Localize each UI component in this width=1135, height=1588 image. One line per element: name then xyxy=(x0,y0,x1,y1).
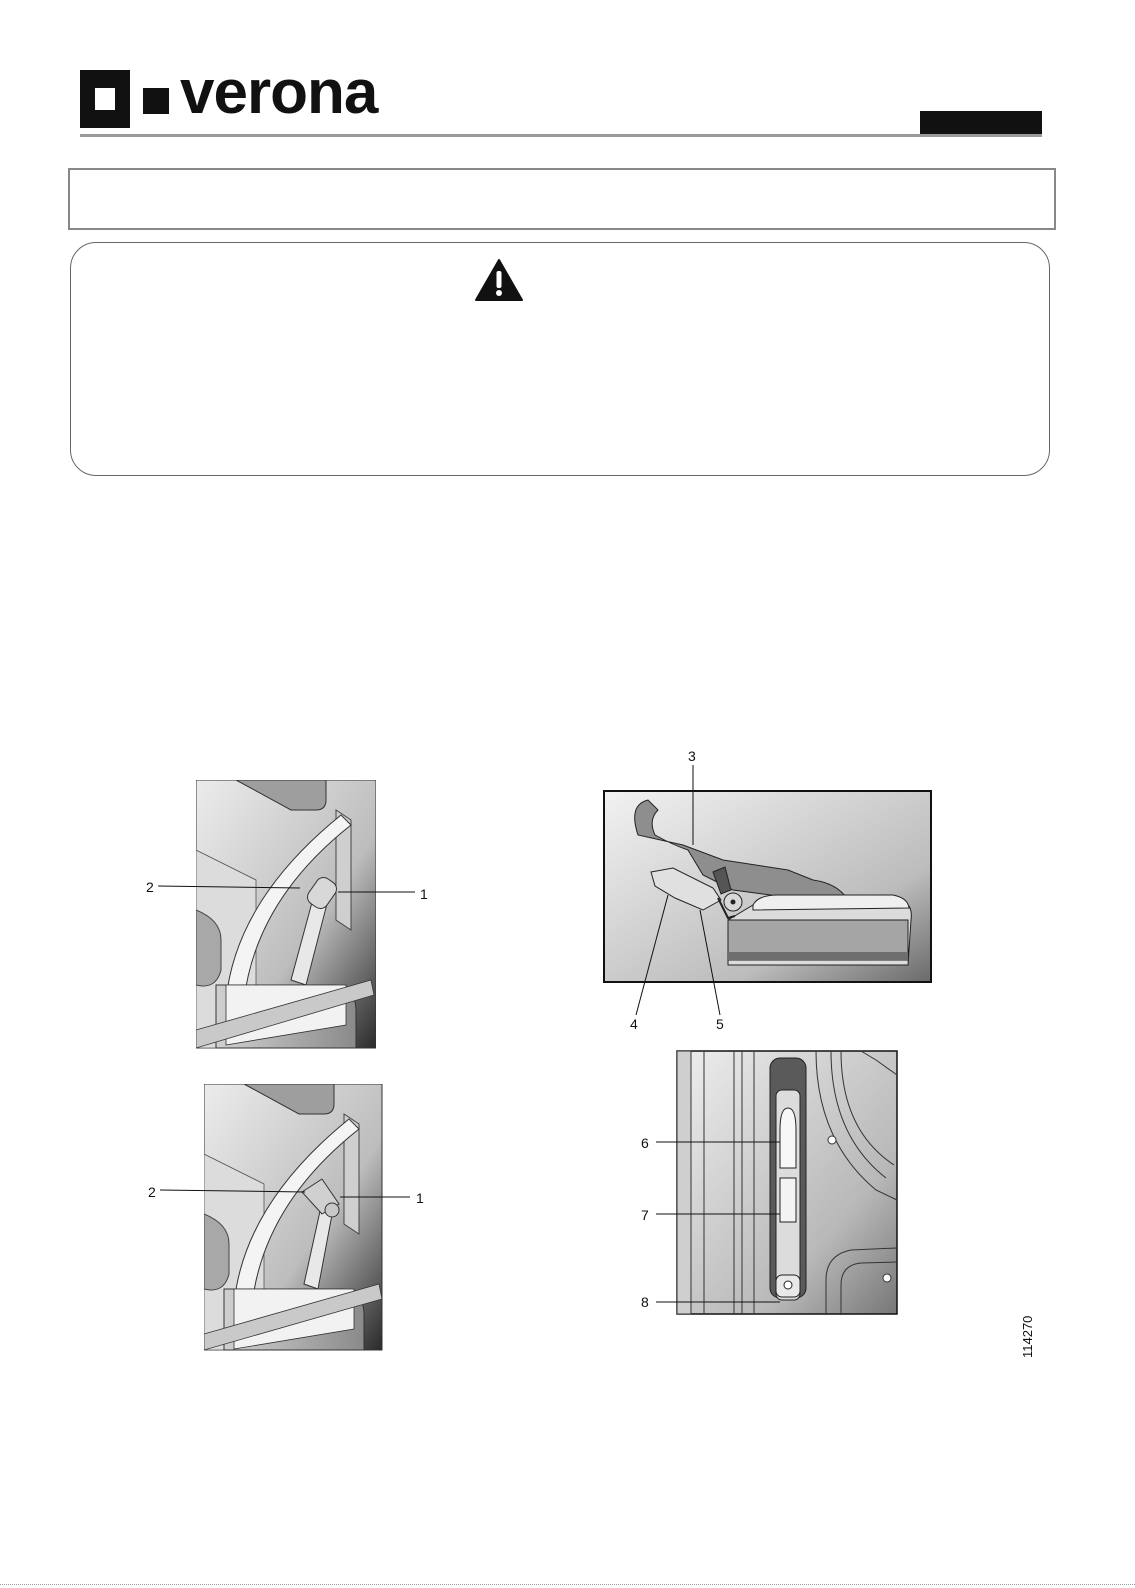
figure-lever-closed xyxy=(196,780,376,1050)
callout-2: 2 xyxy=(146,879,154,895)
callout-5: 5 xyxy=(716,1016,724,1032)
header-rule xyxy=(80,134,1042,137)
figure-hinge-leaders xyxy=(603,760,933,1020)
section-title-box xyxy=(68,168,1056,230)
callout-2: 2 xyxy=(148,1184,156,1200)
callout-3: 3 xyxy=(688,748,696,764)
warning-triangle-icon xyxy=(474,258,524,302)
figure-lever-open-leaders xyxy=(140,1180,440,1220)
callout-8: 8 xyxy=(641,1294,649,1310)
logo-mark-small-square xyxy=(143,88,169,114)
page-bottom-edge xyxy=(0,1584,1135,1587)
warning-box xyxy=(70,242,1050,476)
callout-1: 1 xyxy=(416,1190,424,1206)
document-code-text: 114270 xyxy=(1020,1315,1035,1358)
figure-lever-closed-leaders xyxy=(140,870,440,910)
figure-hinge-slot-leaders xyxy=(650,1130,790,1310)
callout-7: 7 xyxy=(641,1207,649,1223)
document-code xyxy=(1012,1308,1042,1368)
header-black-tab xyxy=(920,111,1042,135)
callout-6: 6 xyxy=(641,1135,649,1151)
callout-1: 1 xyxy=(420,886,428,902)
callout-4: 4 xyxy=(630,1016,638,1032)
logo-mark-outlined-square xyxy=(80,70,130,128)
brand-logo-text: verona xyxy=(180,58,378,127)
